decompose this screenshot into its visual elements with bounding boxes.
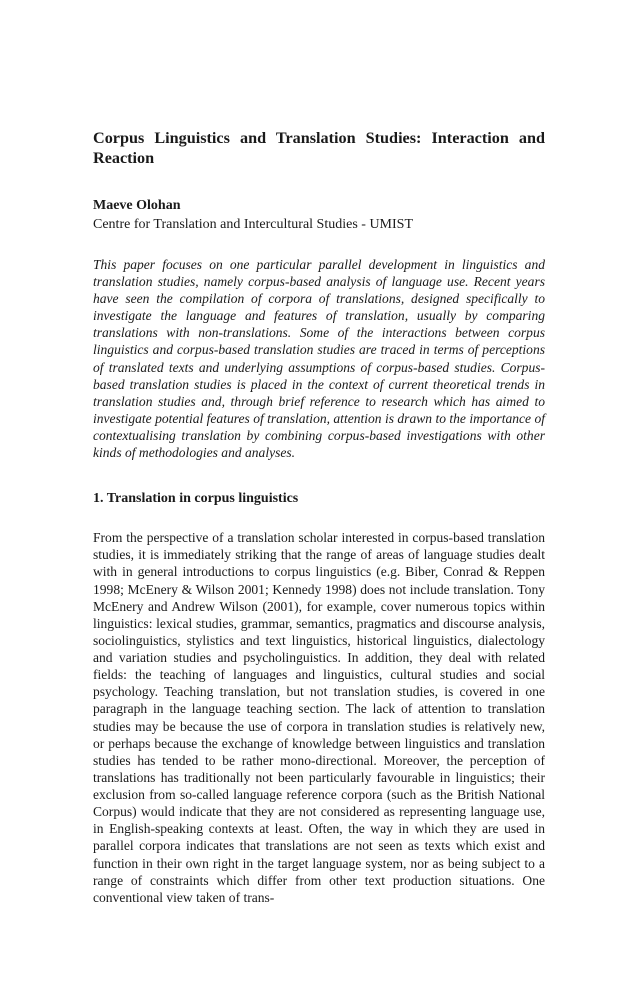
author-affiliation: Centre for Translation and Intercultural Studies - UMIST [93,217,414,232]
abstract: This paper focuses on one particular parallel development in linguistics and translation studies, namely corpus-based analysis of language use. Recent years have seen the compilation of corpora of translations, designed specifically to investigate the language and features of translation, usually by comparing translations with non-translations. Some of the interactions between corpus linguistics and corpus-based translation studies are traced in terms of perceptions of translated texts and underlying assumptions of corpus-based studies. Corpus-based translation studies is placed in the context of current theoretical trends in translation studies and, through brief reference to research which has aimed to investigate potential features of translation, attention is drawn to the importance of contextualising translation by combining corpus-based investigations with other kinds of methodologies and analyses. [93,257,545,461]
section-heading: 1. Translation in corpus linguistics [93,491,299,507]
author-name: Maeve Olohan [93,198,181,213]
paper-title: Corpus Linguistics and Translation Studies: Interaction and Reaction [93,129,545,167]
paper-page [93,128,545,906]
body-paragraph: From the perspective of a translation scholar interested in corpus-based translation studies, it is immediately striking that the range of areas of language studies dealt with in general introductions to corpus linguistics (e.g. Biber, Conrad & Reppen 1998; McEnery & Wilson 2001; Kennedy 1998) does not include translation. Tony McEnery and Andrew Wilson (2001), for example, cover numerous topics within linguistics: lexical studies, grammar, semantics, pragmatics and discourse analysis, sociolinguistics, stylistics and text linguistics, historical linguistics, dialectology and variation studies and psycholinguistics. In addition, they deal with related fields: the teaching of languages and linguistics, cultural studies and social psychology. Teaching translation, but not translation studies, is covered in one paragraph in the language teaching section. The lack of attention to translation studies may be because the use of corpora in translation studies is relatively new, or perhaps because the exchange of knowledge between linguistics and translation studies has tended to be rather mono-directional. Moreover, the perception of translations has traditionally not been particularly favourable in linguistics; their exclusion from so-called language reference corpora (such as the British National Corpus) would indicate that they are not considered as representing language use, in English-speaking contexts at least. Often, the way in which they are used in parallel corpora indicates that translations are not seen as texts which exist and function in their own right in the target language system, nor as being subject to a range of constraints which differ from other text production situations. One conventional view taken of trans- [93,530,545,905]
